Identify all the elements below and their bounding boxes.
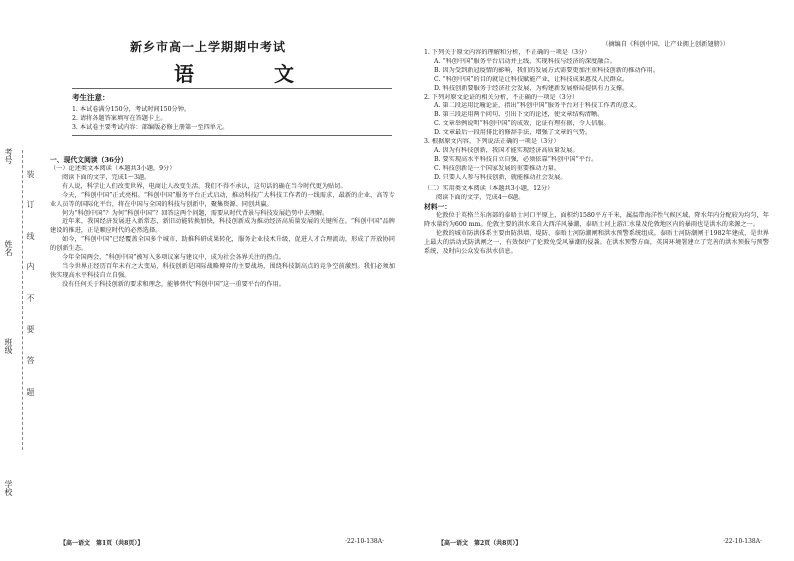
notice-line: 3. 本试卷主要考试内容：部编版必修上册第一至四单元。 [72,124,229,131]
passage-paragraph: 今年全国两会，“科创中国”被写入多项议案与建议中，成为社会各界关注的热点。 [62,254,285,262]
passage-paragraph: 有人说，科学让人们改变世界，电商让人改变生活。我们不得不承认，这句话的确在当今时代更为贴切。 [62,182,347,190]
instruction: 阅读下面的文字，完成1～3题。 [62,173,151,181]
paper-code: ·22-10-138A· [345,538,384,545]
margin-word: 订 [26,200,35,208]
margin-word: 不 [26,294,35,302]
option: D. 科技创新要服务于经济社会发展，为构建新发展格局提供有力支撑。 [434,84,629,92]
instruction: 阅读下面的文字，完成4～6题。 [436,193,525,201]
material-paragraph: 伦敦位于英格兰东南部的泰晤士河口平原上，面积约1580平方千米，属温带海洋性气候区域，降水年内分配较为均匀，年降水量约为600 mm。伦敦主要的洪水来自大西洋风暴潮，泰晤士河上游汇水量及伦敦地区内的暴雨也是洪水的来源之一。 [424,212,769,229]
option: C. 文章举例说明“科创中国”的成效，论证有理有据，令人信服。 [434,120,610,128]
page-1 [42,0,402,561]
option: C. 科技创新是一个国家发展的重要推动力量。 [434,164,561,172]
margin-label-class: 班级 [4,338,13,354]
margin-label-exam-number: 考号 [4,148,13,164]
option: A. 第二段运用比喻论证，指出“科创中国”服务平台对于科技工作者的意义。 [434,102,641,110]
margin-word: 内 [26,262,35,270]
subsection-title: （二）实用类文本阅读（本题共3小题，12分） [424,184,554,192]
page-2 [420,0,780,561]
margin-word: 题 [26,388,35,396]
exam-notice [72,88,392,136]
passage-paragraph: 如今，“科创中国”已经覆盖全国多个城市，助推科研成果转化，服务企业技术升级，促进人才合理流动，形成了开放协同的创新生态。 [50,236,395,253]
option: C. “科创中国”的目的就是让科技赋能产业，让科技成果惠及人民群众。 [434,75,629,83]
source-citation: （摘编自《科创中国，让产业拥上创新翅膀》） [602,41,729,48]
option: B. 要实现高水平科技自立自强，必须依靠“科创中国”平台。 [434,155,598,163]
margin-label-name: 姓名 [4,240,13,256]
notice-line: 2. 请将各题答案填写在答题卡上。 [72,115,167,122]
notice-title: 考生注意： [72,93,110,102]
passage-paragraph: 没有任何关于科技创新的要求和理念，能够替代“科创中国”这一重要平台的作用。 [62,280,285,288]
page-number: 【高一语文 第1页（共8页）】 [60,540,144,547]
subsection-title: （一）论述类文本阅读（本题共3小题，9分） [50,165,176,172]
section-1 [50,156,395,290]
margin-word: 线 [26,232,35,240]
margin-word: 答 [26,356,35,364]
margin-word: 要 [26,325,35,333]
passage-paragraph: 近年来，我国经济发展进入新常态，新旧动能转换加快，科技创新成为推动经济高质量发展的关键所在。“科创中国”品牌建设的推进，正是顺应时代的必然选择。 [50,218,395,235]
passage-paragraph: 当今世界正经历百年未有之大变局，科技创新是国际战略博弈的主要战场，围绕科技制高点的竞争空前激烈。我们必须加快实现高水平科技自立自强。 [50,262,395,279]
passage-paragraph: 今天，“科创中国”正式亮相。“科创中国”服务平台正式启动，推动科技广大科技工作者的一线需求，最新的企业、高等专业人员等的国际化平台，将在中国与全国的科技与创新中，聚集资源、同创共赢。 [50,191,395,208]
page-footer [42,538,402,547]
margin-label-school: 学校 [4,480,13,496]
exam-title: 新乡市高一上学期期中考试 [130,40,287,54]
page-footer [420,538,780,547]
notice-line: 1. 本试卷满分150分，考试时间150分钟。 [72,106,191,113]
option: B. 第三段运用两个问句，引出下文的论述，使文章结构清晰。 [434,111,604,119]
section-title: 一、现代文阅读（36分） [50,156,128,164]
page-number: 【高一语文 第2页（共8页）】 [438,540,522,547]
material-title: 材料一： [424,203,452,212]
option: A. “科创中国”服务平台启动并上线，实现科技与经济的深度融合。 [434,57,616,65]
questions-block [424,40,769,257]
question: 1. 下列关于原文内容的理解和分析，不正确的一项是（3分） [424,49,591,56]
passage-paragraph: 何为“科创中国”？为何“科创中国”？回答这两个问题，需要从时代背景与科技发展趋势中去理解。 [62,209,329,217]
option: B. 因为受到新冠疫情的影响，我们的发展方式需要更加注重科技创新的推动作用。 [434,66,660,74]
option: A. 因为有科技创新，我国才能实现经济高质量发展。 [434,146,579,154]
option: D. 文章最后一段用排比的修辞手法，增强了文章的气势。 [434,129,592,137]
binding-margin [0,0,40,561]
question: 3. 根据原文内容，下列说法正确的一项是（3分） [424,138,560,146]
question: 2. 下列对原文论证的相关分析，不正确的一项是（3分） [424,93,579,101]
subject-title: 语 文 [174,62,324,86]
material-paragraph: 伦敦的城市防洪体系主要由防洪墙、堤防、泰晤士河防潮闸和洪水预警系统组成。泰晤士河防潮闸于1982年建成，是世界上最大的活动式防洪闸之一，有效保护了伦敦免受风暴潮的侵袭。在洪水预警方面，英国环境署建立了完善的洪水预报与预警系统，及时向公众发布洪水信息。 [424,230,769,256]
option: D. 只要人人参与科技创新，就能推动社会发展。 [434,173,567,181]
paper-code: ·22-10-138A· [723,538,762,545]
cut-line [22,150,23,450]
margin-word: 装 [26,170,35,178]
